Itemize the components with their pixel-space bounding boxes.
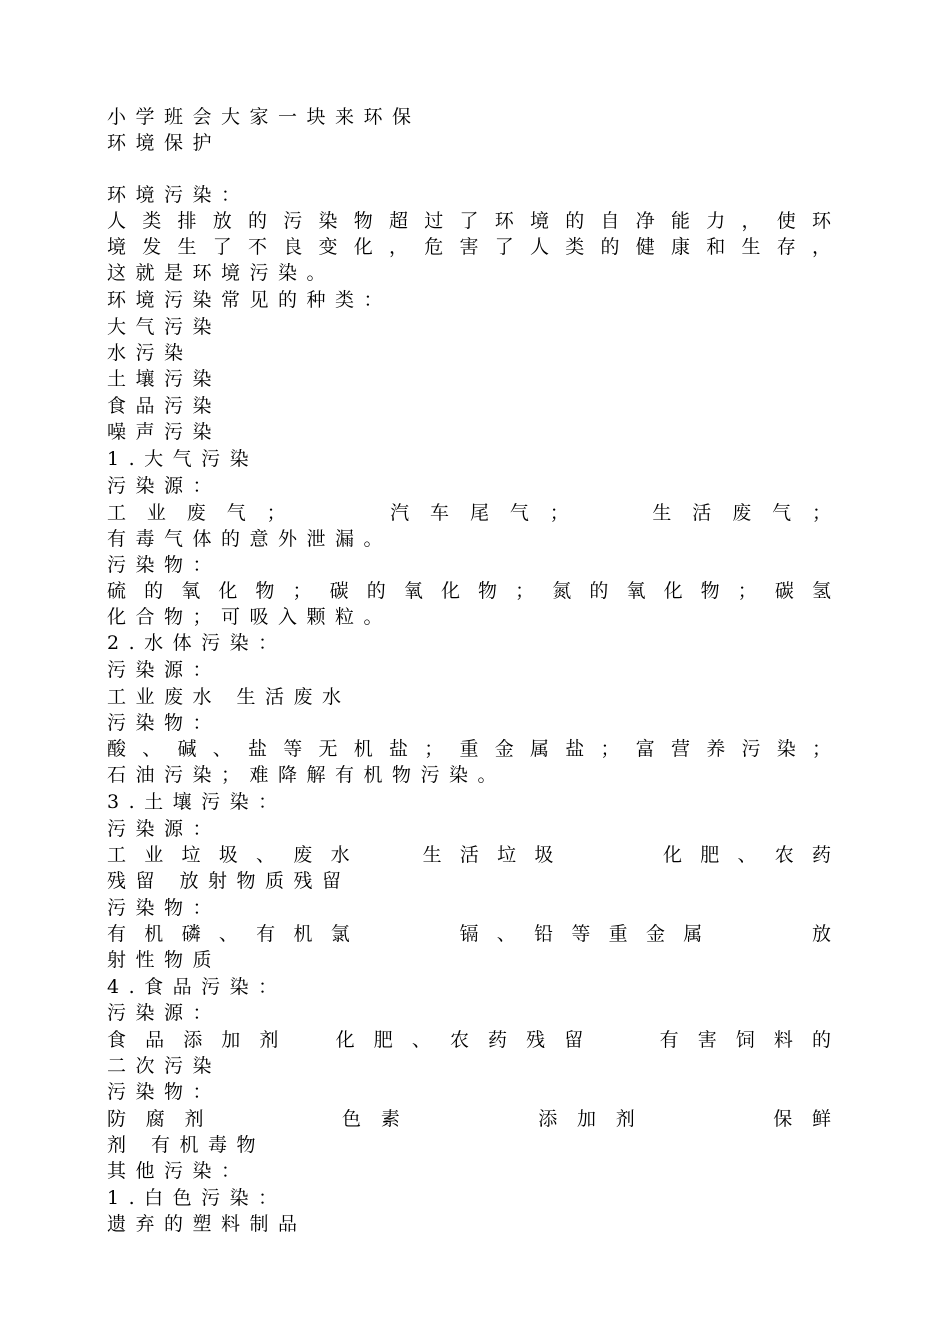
text-line-41: 1.白色污染： (107, 1187, 287, 1209)
text-line-7: 环境污染常见的种类： (107, 289, 393, 311)
text-line-33: 4.食品污染： (107, 976, 287, 998)
text-line-2: 环境保护 (107, 132, 222, 154)
text-line-26: 3.土壤污染： (107, 791, 287, 813)
text-line-8: 大气污染 (107, 316, 222, 338)
text-line-40: 其他污染： (107, 1160, 250, 1182)
text-line-1: 小学班会大家一块来环保 (107, 106, 421, 128)
text-line-31: 有 机 磷 、 有 机 氯 镉 、 铅 等 重 金 属 放 (107, 923, 832, 945)
text-line-32: 射性物质 (107, 949, 222, 971)
text-line-27: 污染源： (107, 818, 222, 840)
text-line-3: 环境污染： (107, 184, 250, 206)
text-line-36: 二次污染 (107, 1055, 222, 1077)
text-line-9: 水污染 (107, 342, 193, 364)
text-line-17: 污染物： (107, 554, 222, 576)
text-line-18: 硫 的 氧 化 物 ； 碳 的 氧 化 物 ； 氮 的 氧 化 物 ； 碳 氢 (107, 580, 832, 602)
text-line-6: 这就是环境污染。 (107, 262, 336, 284)
text-line-16: 有毒气体的意外泄漏。 (107, 528, 393, 550)
text-line-35: 食 品 添 加 剂 化 肥 、 农 药 残 留 有 害 饲 料 的 (107, 1029, 832, 1051)
text-line-38: 防 腐 剂 色 素 添 加 剂 保 鲜 (107, 1108, 832, 1130)
text-line-29: 残留 放射物质残留 (107, 870, 351, 892)
text-line-15: 工 业 废 气 ； 汽 车 尾 气 ； 生 活 废 气 ； (107, 502, 832, 524)
text-line-4: 人 类 排 放 的 污 染 物 超 过 了 环 境 的 自 净 能 力 ， 使 环 (107, 210, 832, 232)
text-line-11: 食品污染 (107, 395, 222, 417)
text-line-21: 污染源： (107, 659, 222, 681)
text-line-24: 酸 、 碱 、 盐 等 无 机 盐 ； 重 金 属 盐 ； 富 营 养 污 染 ； (107, 738, 832, 760)
text-line-19: 化合物；可吸入颗粒。 (107, 606, 393, 628)
text-line-28: 工 业 垃 圾 、 废 水 生 活 垃 圾 化 肥 、 农 药 (107, 844, 832, 866)
text-line-12: 噪声污染 (107, 421, 222, 443)
text-line-23: 污染物： (107, 712, 222, 734)
text-line-30: 污染物： (107, 897, 222, 919)
text-line-39: 剂 有机毒物 (107, 1134, 266, 1156)
text-line-13: 1.大气污染 (107, 448, 259, 470)
text-line-10: 土壤污染 (107, 368, 222, 390)
text-line-14: 污染源： (107, 475, 222, 497)
text-line-22: 工业废水 生活废水 (107, 686, 351, 708)
text-line-42: 遗弃的塑料制品 (107, 1213, 307, 1235)
text-line-37: 污染物： (107, 1081, 222, 1103)
text-line-25: 石油污染；难降解有机物污染。 (107, 764, 507, 786)
text-line-5: 境 发 生 了 不 良 变 化 ， 危 害 了 人 类 的 健 康 和 生 存 ， (107, 236, 832, 258)
text-line-34: 污染源： (107, 1002, 222, 1024)
text-line-20: 2.水体污染： (107, 632, 287, 654)
